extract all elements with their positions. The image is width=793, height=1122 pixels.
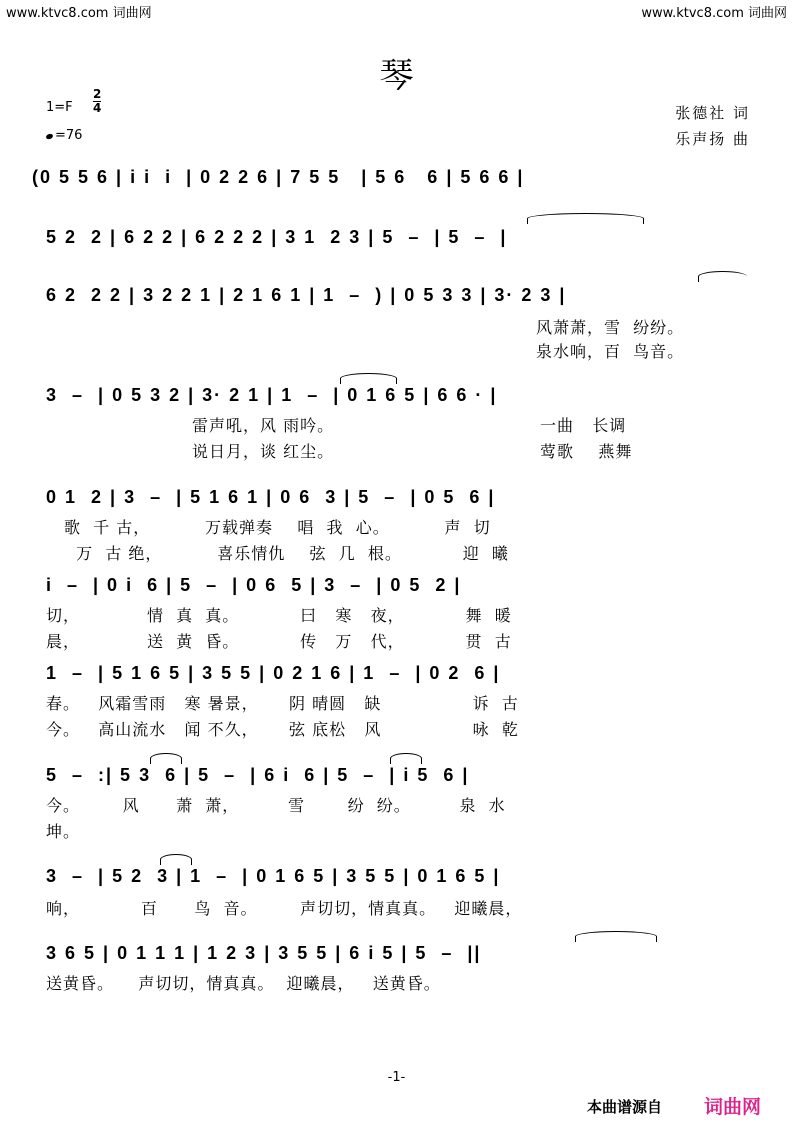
lyric-line: 莺歌 燕舞: [540, 442, 633, 461]
time-sig-bottom: 4: [93, 101, 102, 115]
lyric-line: 坤。: [46, 822, 81, 841]
notation-row-1: (0 5 5 6 | i i i | 0 2 2 6 | 7 5 5 | 5 6 6 | 5 6 6 |: [32, 167, 525, 187]
score-row-8: [0, 765, 793, 841]
watermark-right: www.ktvc8.com 词曲网: [641, 6, 787, 21]
lyric-line: 响， 百 鸟 音。 声切切，情真真。 迎曦晨，: [46, 899, 523, 918]
slur: [340, 373, 397, 384]
lyric-line: 晨， 送 黄 昏。 传 万 代， 贯 古: [46, 632, 512, 651]
score-row-2: [0, 227, 793, 257]
time-sig-top: 2: [93, 87, 102, 101]
lyric-line: 送黄昏。 声切切，情真真。 迎曦晨， 送黄昏。: [46, 974, 441, 993]
lyric-line: 今。 高山流水 闻 不久， 弦 底松 风 咏 乾: [46, 720, 519, 739]
lyric-line: 万 古 绝， 喜乐情仇 弦 几 根。 迎 曦: [64, 544, 509, 563]
lyric-line: 春。 风霜雪雨 寒 暑景， 阴 晴圆 缺 诉 古: [46, 694, 519, 713]
slur: [575, 931, 657, 942]
score-row-10: [0, 943, 793, 993]
watermark-left: www.ktvc8.com 词曲网: [6, 6, 152, 21]
notation-row-3: 6 2 2 2 | 3 2 2 1 | 2 1 6 1 | 1 – ) | 0 5 3 3 | 3· 2 3 |: [46, 285, 567, 305]
notation-row-5: 0 1 2 | 3 – | 5 1 6 1 | 0 6 3 | 5 – | 0 5 6 |: [46, 487, 496, 507]
lyric-line: 说日月，谈 红尘。: [192, 442, 335, 461]
key-signature: 1=F: [46, 100, 73, 115]
tempo-marking: [46, 128, 82, 143]
page-number: -1-: [387, 1070, 406, 1085]
slur: [160, 854, 192, 865]
slur: [527, 213, 644, 224]
score-row-3: [0, 285, 793, 361]
lyricist-credit: 张德社 词: [675, 104, 750, 122]
notation-row-2: 5 2 2 | 6 2 2 | 6 2 2 2 | 3 1 2 3 | 5 – | 5 – |: [46, 227, 508, 247]
brand-logo[interactable]: 词曲网: [704, 1096, 762, 1118]
notation-row-10: 3 6 5 | 0 1 1 1 | 1 2 3 | 3 5 5 | 6 i 5 | 5 – ||: [46, 943, 482, 963]
score-row-6: [0, 575, 793, 651]
notation-row-9: 3 – | 5 2 3 | 1 – | 0 1 6 5 | 3 5 5 | 0 1 6 5 |: [46, 866, 501, 886]
time-signature: [93, 88, 101, 115]
score-row-4: [0, 385, 793, 461]
tempo-value: =76: [55, 128, 83, 143]
lyric-line: 风萧萧，雪 纷纷。: [536, 318, 685, 337]
quarter-note-icon: [45, 133, 53, 140]
lyric-line: 今。 风 萧 萧， 雪 纷 纷。 泉 水: [46, 796, 506, 815]
score-row-7: [0, 663, 793, 739]
song-title: 琴: [379, 56, 414, 96]
notation-row-6: i – | 0 i 6 | 5 – | 0 6 5 | 3 – | 0 5 2 |: [46, 575, 462, 595]
lyric-line: 切， 情 真 真。 曰 寒 夜， 舞 暖: [46, 606, 512, 625]
notation-row-4: 3 – | 0 5 3 2 | 3· 2 1 | 1 – | 0 1 6 5 | 6 6 · |: [46, 385, 498, 405]
slur: [150, 753, 182, 764]
score-row-5: [0, 487, 793, 563]
lyric-line: 雷声吼，风 雨吟。: [192, 416, 335, 435]
slur: [390, 753, 422, 764]
lyric-line: 一曲 长调: [540, 416, 627, 435]
lyric-line: 泉水响，百 鸟音。: [536, 342, 685, 361]
source-label: 本曲谱源自: [587, 1098, 663, 1116]
score-row-9: [0, 866, 793, 918]
slur: [698, 271, 747, 282]
score-row-1: [0, 167, 793, 197]
notation-row-7: 1 – | 5 1 6 5 | 3 5 5 | 0 2 1 6 | 1 – | 0 2 6 |: [46, 663, 501, 683]
composer-credit: 乐声扬 曲: [675, 130, 750, 148]
notation-row-8: 5 – :| 5 3 6 | 5 – | 6 i 6 | 5 – | i 5 6 |: [46, 765, 470, 785]
lyric-line: 歌 千 古， 万载弹奏 唱 我 心。 声 切: [64, 518, 491, 537]
